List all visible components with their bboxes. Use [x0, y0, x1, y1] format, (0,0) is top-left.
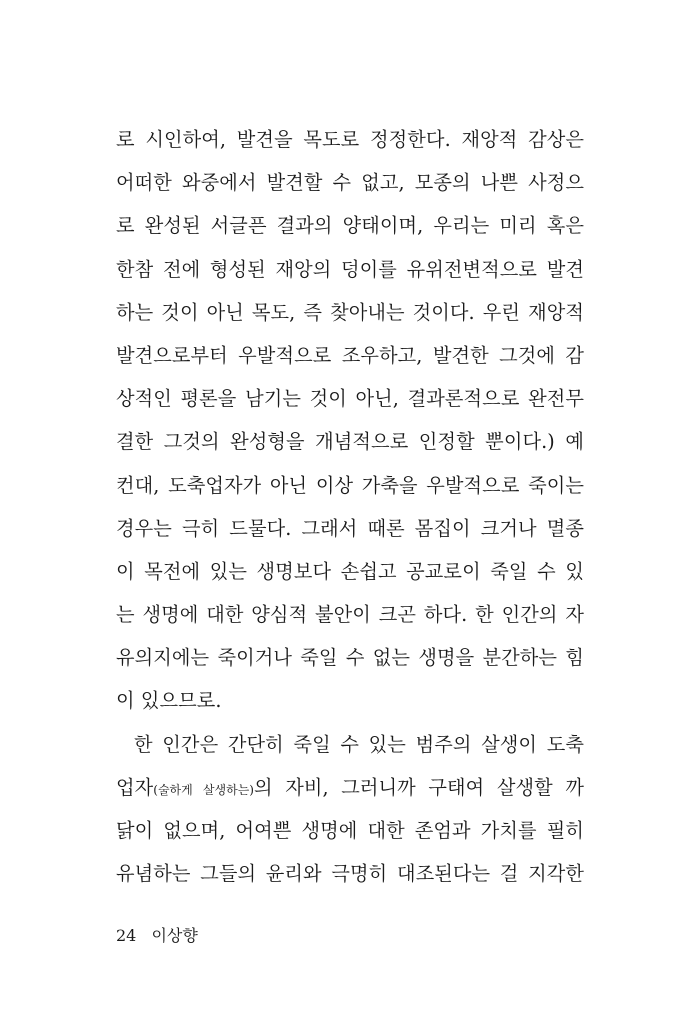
- text-segment: 의 자비, 그러니까 구태여 살생할 까: [254, 775, 584, 799]
- body-text: [116, 118, 584, 895]
- text-line: 로 완성된 서글픈 결과의 양태이며, 우리는 미리 혹은: [116, 214, 584, 238]
- text-line: 이 목전에 있는 생명보다 손쉽고 공교로이 죽일 수 있: [116, 559, 584, 583]
- page-number: 24: [116, 926, 137, 945]
- text-line: 경우는 극히 드물다. 그래서 때론 몸집이 크거나 멸종: [116, 516, 584, 540]
- page-footer: [116, 926, 198, 946]
- text-line: 유념하는 그들의 윤리와 극명히 대조된다는 걸 지각한: [116, 862, 584, 886]
- text-segment: 업자: [116, 775, 154, 799]
- text-line: 발견으로부터 우발적으로 조우하고, 발견한 그것에 감: [116, 343, 584, 367]
- text-line: 로 시인하여, 발견을 목도로 정정한다. 재앙적 감상은: [116, 128, 584, 151]
- text-line: 상적인 평론을 남기는 것이 아닌, 결과론적으로 완전무: [116, 387, 584, 411]
- inline-note: (술하게 살생하는): [153, 782, 254, 797]
- text-line: 는 생명에 대한 양심적 불안이 크곤 하다. 한 인간의 자: [116, 603, 584, 627]
- book-title: 이상향: [151, 926, 198, 945]
- text-line: 한참 전에 형성된 재앙의 덩이를 유위전변적으로 발견: [116, 257, 584, 281]
- text-line: 유의지에는 죽이거나 죽일 수 없는 생명을 분간하는 힘: [116, 646, 584, 670]
- text-line: 한 인간은 간단히 죽일 수 있는 범주의 살생이 도축: [134, 732, 584, 756]
- text-line: 하는 것이 아닌 목도, 즉 찾아내는 것이다. 우린 재앙적: [116, 300, 584, 324]
- text-line: 결한 그것의 완성형을 개념적으로 인정할 뿐이다.) 예: [116, 430, 584, 454]
- text-line: 어떠한 와중에서 발견할 수 없고, 모종의 나쁜 사정으: [116, 171, 584, 195]
- text-line: 컨대, 도축업자가 아닌 이상 가축을 우발적으로 죽이는: [116, 473, 584, 497]
- text-line-with-note: [116, 766, 584, 809]
- text-line: 이 있으므로.: [116, 689, 222, 713]
- text-line: 닭이 없으며, 어여쁜 생명에 대한 존엄과 가치를 필히: [116, 819, 584, 842]
